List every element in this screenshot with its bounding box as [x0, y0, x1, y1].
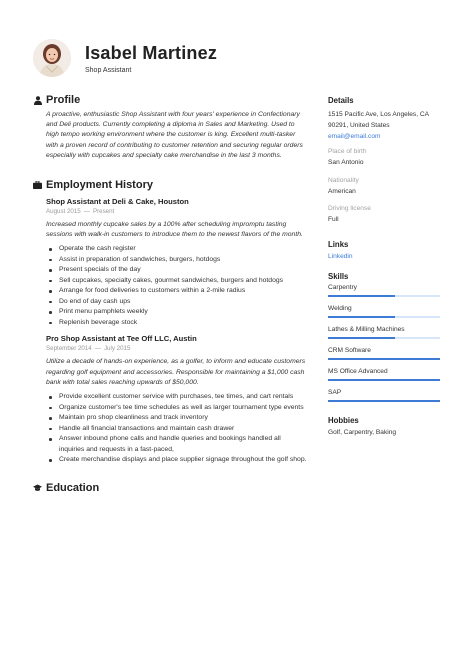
skill-name: Welding: [328, 304, 352, 312]
links-section: [328, 240, 440, 260]
list-item: Sell cupcakes, specialty cakes, gourmet sandwiches, burgers and hotdogs: [46, 276, 308, 287]
education-section: [33, 480, 308, 496]
hobbies-title: Hobbies: [328, 415, 359, 425]
job-summary: Utilize a decade of hands-on experience, as a golfer, to inform and educate customers regarding golf equipment and accessories. Responsible for maintaining a $1,000 cash bank with total sales reaching upwards of $50,000.: [46, 358, 306, 386]
employment-heading: [33, 177, 308, 193]
briefcase-icon: [33, 181, 42, 190]
candidate-role: Shop Assistant: [85, 66, 132, 74]
job-entry: [33, 197, 308, 328]
job-entry: [33, 334, 308, 465]
profile-heading: [33, 92, 308, 108]
skill-item: [328, 305, 440, 318]
skill-item: [328, 389, 440, 402]
place-of-birth-label: Place of birth: [328, 148, 367, 155]
education-heading: [33, 480, 308, 496]
address-line-1: 1515 Pacific Ave, Los Angeles, CA: [328, 111, 430, 118]
skill-level-bar: [328, 316, 440, 318]
address-line-2: 90291, United States: [328, 121, 390, 129]
skills-section: [328, 272, 440, 402]
skills-list: [328, 284, 440, 402]
list-item: Present specials of the day: [46, 265, 308, 276]
list-item: Arrange for food deliveries to customers within a 2-mile radius: [46, 286, 308, 297]
skill-name: CRM Software: [328, 346, 371, 354]
skill-item: [328, 284, 440, 297]
skill-item: [328, 347, 440, 360]
skill-name: Lathes & Milling Machines: [328, 325, 405, 333]
profile-text: A proactive, enthusiastic Shop Assistant with four years' experience in Confectionary and Deli products. Currently completing a diploma in Sales and Marketing. Used to high tempo working environment where the customer is king. Excellent multi-tasker with a proven record of contributing to customer retention and securing regular orders especially with cupcakes and specialty cake merchandise in the last 3 months.: [46, 111, 303, 159]
skill-name: MS Office Advanced: [328, 367, 388, 375]
list-item: Handle all financial transactions and maintain cash drawer: [46, 424, 308, 435]
skills-title: Skills: [328, 271, 349, 281]
nationality-value: American: [328, 187, 356, 195]
job-end: Present: [92, 208, 115, 216]
job-duties: [46, 392, 308, 466]
hobbies-section: [328, 416, 440, 439]
skill-level-fill: [328, 379, 440, 381]
name-block: [85, 43, 217, 74]
list-item: Maintain pro shop cleanliness and track inventory: [46, 413, 308, 424]
profile-section: [33, 92, 308, 161]
avatar-photo: [33, 39, 71, 77]
resume-header: [33, 36, 217, 80]
nationality-label: Nationality: [328, 176, 359, 184]
skill-item: [328, 326, 440, 339]
list-item: Assist in preparation of sandwiches, burgers, hotdogs: [46, 255, 308, 266]
job-title: Pro Shop Assistant at Tee Off LLC, Austin: [46, 334, 197, 344]
profile-title: Profile: [46, 94, 81, 106]
job-title: Shop Assistant at Deli & Cake, Houston: [46, 197, 189, 207]
job-summary: Increased monthly cupcake sales by a 100% after scheduling impromptu tasting sessions with walk-in customers to introduce them to the newest flavors of the month.: [46, 221, 303, 239]
skill-level-bar: [328, 295, 440, 297]
details-section: [328, 96, 440, 226]
employment-section: [33, 177, 308, 466]
side-column: [328, 96, 440, 438]
linkedin-link[interactable]: Linkedin: [328, 252, 353, 260]
email-link[interactable]: email@email.com: [328, 133, 381, 140]
job-dates: September 2014 — July 2015: [46, 345, 131, 353]
job-dates: August 2015 — Present: [46, 208, 115, 216]
skill-item: [328, 368, 440, 381]
employment-title: Employment History: [46, 179, 153, 192]
education-title: Education: [46, 481, 100, 494]
skill-level-fill: [328, 316, 395, 318]
list-item: Provide excellent customer service with purchases, tee times, and cart rentals: [46, 392, 308, 403]
list-item: Print menu pamphlets weekly: [46, 307, 308, 318]
main-column: [33, 92, 308, 496]
list-item: Organize customer's tee time schedules as well as larger tournament type events: [46, 403, 308, 414]
list-item: Do end of day cash ups: [46, 297, 308, 308]
job-end: July 2015: [103, 345, 131, 353]
hobbies-text: Golf, Carpentry, Baking: [328, 428, 397, 436]
skill-level-fill: [328, 400, 440, 402]
list-item: Operate the cash register: [46, 244, 308, 255]
skill-level-fill: [328, 337, 395, 339]
candidate-name: Isabel Martinez: [85, 42, 218, 63]
graduation-cap-icon: [33, 483, 42, 492]
list-item: Replenish beverage stock: [46, 318, 308, 329]
skill-level-fill: [328, 295, 395, 297]
skill-level-bar: [328, 400, 440, 402]
avatar: [33, 39, 71, 77]
job-start: September 2014: [46, 345, 92, 353]
skill-level-fill: [328, 358, 440, 360]
job-start: August 2015: [46, 208, 81, 216]
list-item: Answer inbound phone calls and handle queries and bookings handled all inquiries and requests in a fast-paced,: [46, 434, 308, 455]
list-item: Create merchandise displays and place supplier signage throughout the golf shop.: [46, 455, 308, 466]
details-title: Details: [328, 96, 354, 105]
skill-level-bar: [328, 379, 440, 381]
driving-license-value: Full: [328, 216, 339, 223]
skill-name: Carpentry: [328, 283, 357, 291]
skill-name: SAP: [328, 388, 342, 396]
person-icon: [33, 96, 42, 105]
driving-license-label: Driving license: [328, 205, 371, 212]
skill-level-bar: [328, 337, 440, 339]
job-duties: [46, 244, 308, 328]
place-of-birth-value: San Antonio: [328, 159, 364, 166]
links-title: Links: [328, 239, 349, 249]
skill-level-bar: [328, 358, 440, 360]
